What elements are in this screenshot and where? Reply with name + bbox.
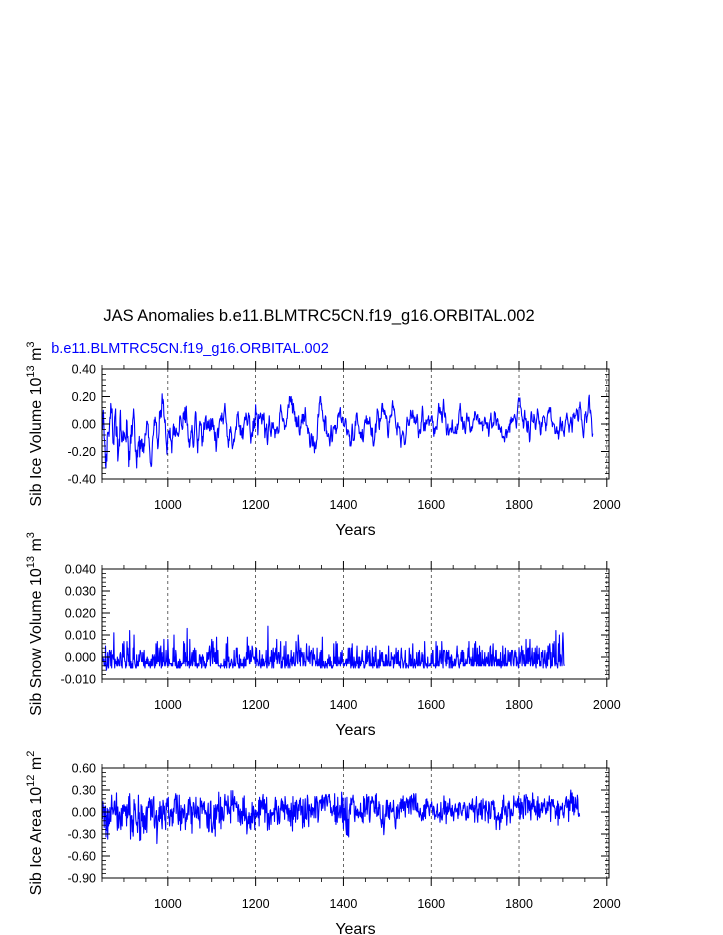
y-axis-label-part: Sib Snow Volume 10 [28, 568, 45, 716]
x-axis-label: Years [335, 522, 376, 539]
x-tick-label: 1200 [241, 897, 270, 911]
y-tick-label: 0.40 [71, 362, 96, 377]
y-tick-label: 0.00 [71, 805, 96, 820]
y-axis-label [25, 341, 45, 506]
x-tick-label: 2000 [592, 498, 621, 512]
y-axis-label [25, 751, 45, 896]
x-tick-label: 1800 [505, 498, 533, 512]
x-tick-label: 1200 [241, 698, 270, 712]
y-axis-label-part: 13 [25, 365, 37, 378]
chart-panel-1 [25, 341, 621, 539]
y-tick-label: 0.020 [64, 606, 96, 621]
y-tick-label: 0.040 [64, 562, 96, 577]
figure-title: JAS Anomalies b.e11.BLMTRC5CN.f19_g16.ORBITAL.002 [103, 307, 535, 325]
x-tick-label: 1400 [329, 698, 358, 712]
x-axis-label: Years [335, 722, 376, 739]
y-tick-label: 0.000 [64, 650, 96, 665]
x-tick-label: 2000 [592, 897, 621, 911]
y-axis-label-part: 2 [25, 750, 37, 757]
y-axis-label-part: m [28, 756, 45, 775]
x-tick-label: 1800 [505, 698, 533, 712]
y-axis-label-part: 3 [25, 341, 37, 348]
y-axis-label-part: 12 [25, 774, 37, 787]
y-tick-label: -0.60 [67, 849, 96, 864]
y-tick-label: -0.20 [67, 445, 96, 459]
x-tick-label: 1600 [417, 897, 446, 911]
x-tick-label: 1400 [329, 897, 358, 911]
x-tick-label: 1800 [505, 897, 533, 911]
y-tick-label: -0.40 [67, 472, 96, 487]
y-axis-label-part: Sib Ice Area 10 [28, 786, 45, 896]
x-axis-label: Years [335, 921, 376, 935]
x-tick-label: 2000 [592, 698, 621, 712]
x-tick-label: 1000 [153, 498, 182, 512]
y-tick-label: 0.30 [71, 783, 96, 798]
x-tick-label: 1000 [153, 897, 182, 911]
y-axis-label-part: Sib Ice Volume 10 [28, 377, 45, 507]
y-tick-label: 0.60 [71, 761, 96, 776]
y-axis-label-part: 13 [25, 556, 37, 569]
y-axis-label-part: m [28, 538, 45, 556]
y-tick-label: 0.030 [64, 584, 96, 599]
chart-panel-3 [25, 751, 621, 935]
y-axis-label [25, 532, 45, 716]
y-tick-label: 0.010 [64, 628, 96, 643]
y-tick-label: 0.20 [71, 390, 96, 404]
x-tick-label: 1600 [417, 498, 446, 512]
y-axis-label-part: m [28, 347, 45, 366]
y-tick-label: -0.010 [60, 672, 96, 687]
x-tick-label: 1400 [329, 498, 358, 512]
y-tick-label: 0.00 [71, 417, 96, 432]
case-label: b.e11.BLMTRC5CN.f19_g16.ORBITAL.002 [51, 341, 329, 357]
y-tick-label: -0.30 [67, 827, 96, 842]
chart-panel-2 [25, 532, 621, 739]
series-line [102, 626, 564, 670]
x-tick-label: 1000 [153, 698, 182, 712]
y-tick-label: -0.90 [67, 871, 96, 886]
y-axis-label-part: 3 [25, 532, 37, 539]
series-line [102, 790, 580, 844]
x-tick-label: 1600 [417, 698, 446, 712]
x-tick-label: 1200 [241, 498, 270, 512]
